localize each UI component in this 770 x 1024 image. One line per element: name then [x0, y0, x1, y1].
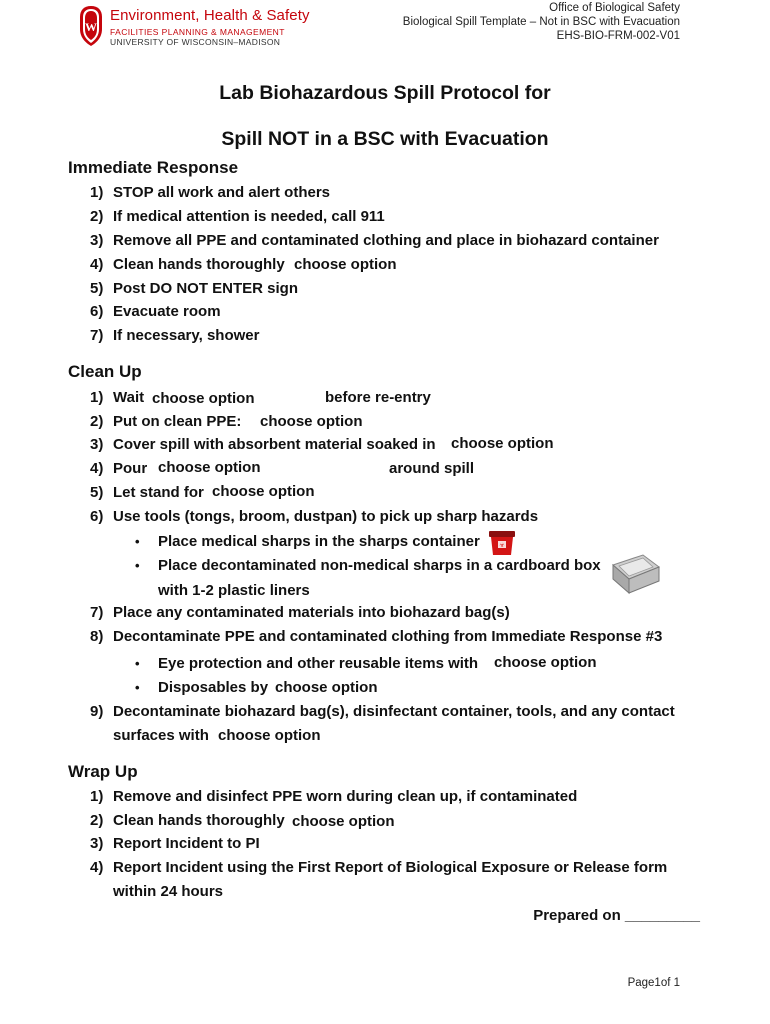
item-number: 9): [90, 703, 104, 720]
item-number: 3): [90, 232, 104, 249]
bullet: •: [135, 558, 140, 573]
list-item: [90, 859, 667, 876]
sub-item-text: Place medical sharps in the sharps container: [158, 533, 480, 550]
logo-title: Environment, Health & Safety: [110, 7, 310, 24]
list-item: [90, 508, 538, 525]
option-dropdown-disposables[interactable]: choose option: [275, 679, 378, 696]
option-dropdown-contact-time[interactable]: choose option: [212, 483, 315, 500]
list-item: [90, 389, 144, 406]
bullet: •: [135, 534, 140, 549]
item-text: Evacuate room: [113, 303, 221, 320]
sub-list-item: [135, 679, 268, 696]
item-number: 6): [90, 508, 104, 525]
uw-crest-icon: [78, 5, 104, 47]
item-text: Put on clean PPE:: [113, 413, 242, 430]
item-text: If necessary, shower: [113, 327, 260, 344]
item-text: Decontaminate PPE and contaminated clothing from Immediate Response #3: [113, 628, 663, 645]
item-text: Cover spill with absorbent material soaked in: [113, 436, 436, 453]
option-dropdown-reusable[interactable]: choose option: [494, 654, 597, 671]
item-number: 4): [90, 256, 104, 273]
list-item: [90, 256, 285, 273]
list-item: [90, 303, 221, 320]
item-number: 1): [90, 788, 104, 805]
list-item: [90, 788, 577, 805]
section-heading-immediate: Immediate Response: [68, 158, 239, 177]
sub-item-text: Disposables by: [158, 679, 269, 696]
list-item: [90, 460, 147, 477]
prepared-on-field[interactable]: Prepared on _________: [533, 907, 700, 924]
sharps-container-icon: [487, 529, 517, 557]
page-title: Lab Biohazardous Spill Protocol for: [219, 82, 551, 104]
item-text: Clean hands thoroughly: [113, 256, 285, 273]
option-dropdown-wrapup-handwash[interactable]: choose option: [292, 813, 395, 830]
list-item: [90, 604, 510, 621]
list-item: [90, 232, 659, 249]
item-number: 7): [90, 604, 104, 621]
item-number: 2): [90, 208, 104, 225]
option-dropdown-pour[interactable]: choose option: [158, 459, 261, 476]
list-item: [90, 413, 241, 430]
item-number: 4): [90, 859, 104, 876]
header-form-id: EHS-BIO-FRM-002-V01: [556, 30, 680, 42]
bullet: •: [135, 680, 140, 695]
bullet: •: [135, 656, 140, 671]
item-text: Remove and disinfect PPE worn during clean up, if contaminated: [113, 788, 578, 805]
option-dropdown-handwash[interactable]: choose option: [294, 256, 397, 273]
item-number: 2): [90, 812, 104, 829]
list-item: [90, 703, 675, 720]
option-dropdown-disinfectant[interactable]: choose option: [451, 435, 554, 452]
item-continuation: surfaces with: [113, 727, 209, 744]
option-dropdown-surfaces[interactable]: choose option: [218, 727, 321, 744]
item-text-after: before re-entry: [325, 389, 431, 406]
item-number: 4): [90, 460, 104, 477]
sub-list-item: [135, 533, 480, 550]
list-item: [90, 835, 260, 852]
list-item: [90, 208, 385, 225]
option-dropdown-wait-time[interactable]: choose option: [152, 390, 255, 407]
item-text: Pour: [113, 460, 148, 477]
item-text: Post DO NOT ENTER sign: [113, 280, 299, 297]
item-number: 3): [90, 436, 104, 453]
item-text: Place any contaminated materials into biohazard bag(s): [113, 604, 510, 621]
page-subtitle: Spill NOT in a BSC with Evacuation: [221, 128, 549, 150]
sub-list-item: [135, 655, 478, 672]
item-number: 8): [90, 628, 104, 645]
list-item: [90, 280, 298, 297]
item-text: If medical attention is needed, call 911: [113, 208, 385, 225]
svg-text:☣: ☣: [499, 542, 505, 549]
item-text: Use tools (tongs, broom, dustpan) to pick up sharp hazards: [113, 508, 539, 525]
item-number: 1): [90, 389, 104, 406]
header-office: Office of Biological Safety: [549, 2, 680, 14]
sub-item-continuation: with 1-2 plastic liners: [158, 582, 310, 599]
list-item: [90, 484, 204, 501]
section-heading-cleanup: Clean Up: [68, 362, 142, 381]
list-item: [90, 628, 662, 645]
item-number: 6): [90, 303, 104, 320]
item-number: 1): [90, 184, 104, 201]
sub-item-text: Place decontaminated non-medical sharps in a cardboard box: [158, 557, 601, 574]
cardboard-box-icon: [609, 551, 661, 595]
ehs-logo: [78, 5, 310, 51]
item-number: 3): [90, 835, 104, 852]
section-heading-wrapup: Wrap Up: [68, 762, 138, 781]
item-text: Decontaminate biohazard bag(s), disinfectant container, tools, and any contact: [113, 703, 675, 720]
list-item: [90, 812, 285, 829]
svg-text:W: W: [85, 20, 97, 34]
item-number: 2): [90, 413, 104, 430]
page-number: Page1of 1: [627, 977, 680, 989]
item-text: Let stand for: [113, 484, 204, 501]
list-item: [90, 184, 330, 201]
logo-university: UNIVERSITY OF WISCONSIN–MADISON: [110, 37, 281, 47]
list-item: [90, 327, 259, 344]
item-number: 5): [90, 484, 104, 501]
item-text-after: around spill: [389, 460, 475, 477]
sub-list-item: [135, 557, 601, 574]
list-item: [90, 436, 436, 453]
item-text: Report Incident to PI: [113, 835, 260, 852]
logo-subtitle: FACILITIES PLANNING & MANAGEMENT: [110, 27, 285, 37]
item-text: Remove all PPE and contaminated clothing and place in biohazard container: [113, 232, 659, 249]
item-number: 7): [90, 327, 104, 344]
item-text: Report Incident using the First Report of Biological Exposure or Release form: [113, 859, 668, 876]
item-text: Clean hands thoroughly: [113, 812, 285, 829]
sub-item-text: Eye protection and other reusable items with: [158, 655, 479, 672]
item-text: STOP all work and alert others: [113, 184, 331, 201]
item-number: 5): [90, 280, 104, 297]
header-template-name: Biological Spill Template – Not in BSC with Evacuation: [402, 16, 680, 28]
item-text: Wait: [113, 389, 145, 406]
item-continuation: within 24 hours: [113, 883, 224, 900]
option-dropdown-ppe[interactable]: choose option: [260, 413, 363, 430]
